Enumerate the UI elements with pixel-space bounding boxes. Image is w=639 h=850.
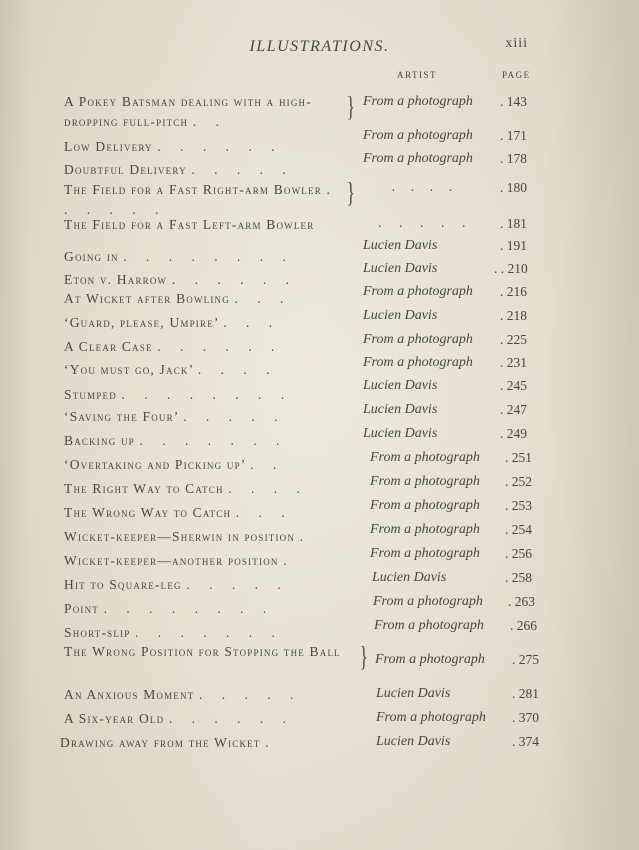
illustration-page: . 263	[508, 594, 535, 609]
illustration-title: A Clear Case . . . . . .	[64, 339, 283, 354]
illustration-artist: From a photograph	[370, 522, 480, 537]
illustration-artist: . . . . .	[378, 216, 473, 231]
illustration-page: . 181	[500, 216, 527, 231]
illustration-title: ‘Saving the Four’ . . . . .	[64, 409, 286, 424]
illustration-page: . 254	[505, 522, 532, 537]
illustration-page: . 143	[500, 94, 527, 109]
illustration-artist: From a photograph	[370, 498, 480, 513]
illustration-title: Wicket-keeper—another position .	[64, 553, 295, 568]
illustration-page: . 218	[500, 308, 527, 323]
illustration-artist: Lucien Davis	[363, 378, 438, 393]
illustration-artist: Lucien Davis	[363, 261, 438, 276]
illustration-page: . 171	[500, 128, 527, 143]
illustration-page: . 251	[505, 450, 532, 465]
illustration-page: . 225	[500, 332, 527, 347]
illustration-title: Low Delivery . . . . . .	[64, 139, 283, 154]
illustration-artist: Lucien Davis	[376, 686, 451, 701]
illustration-artist: From a photograph	[363, 128, 473, 143]
illustration-artist: From a photograph	[363, 151, 473, 166]
illustration-title: The Right Way to Catch . . . .	[64, 481, 308, 496]
illustration-title: A Six-year Old . . . . . .	[64, 711, 295, 726]
page-column-header: PAGE	[502, 70, 531, 80]
running-head: ILLUSTRATIONS.	[249, 38, 390, 55]
illustration-page: . 245	[500, 378, 527, 393]
illustration-title: An Anxious Moment . . . . .	[64, 687, 302, 702]
illustration-title: Going in . . . . . . . .	[64, 249, 294, 264]
illustration-artist: Lucien Davis	[363, 426, 438, 441]
illustration-page: . . 210	[494, 261, 528, 276]
illustration-page: . 256	[505, 546, 532, 561]
illustration-artist: From a photograph	[370, 450, 480, 465]
illustration-artist: Lucien Davis	[376, 734, 451, 749]
page-number: xiii	[505, 36, 528, 51]
illustration-page: . 281	[512, 686, 539, 701]
illustration-title: The Wrong Position for Stopping the Ball	[64, 644, 341, 659]
illustration-title: Eton v. Harrow . . . . . .	[64, 272, 297, 287]
illustration-title: Drawing away from the Wicket .	[60, 735, 277, 750]
brace-mark: }	[346, 178, 355, 209]
illustration-page: . 275	[512, 652, 539, 667]
illustration-title: Short-slip . . . . . . .	[64, 625, 283, 640]
brace-mark: }	[346, 92, 355, 123]
illustration-artist: From a photograph	[374, 618, 484, 633]
illustration-page: . 231	[500, 355, 527, 370]
illustration-artist: From a photograph	[375, 652, 485, 667]
illustration-page: . 180	[500, 180, 527, 195]
illustration-artist: From a photograph	[363, 94, 473, 109]
illustration-artist: From a photograph	[363, 355, 473, 370]
illustration-title: Wicket-keeper—Sherwin in position .	[64, 529, 312, 544]
illustration-artist: From a photograph	[376, 710, 486, 725]
illustration-page: . 216	[500, 284, 527, 299]
illustration-title: The Field for a Fast Left-arm Bowler	[64, 217, 315, 232]
illustration-title: Hit to Square-leg . . . . .	[64, 577, 289, 592]
illustration-title: The Wrong Way to Catch . . .	[64, 505, 293, 520]
illustration-page: . 370	[512, 710, 539, 725]
illustration-title: Point . . . . . . . .	[64, 601, 275, 616]
illustration-page: . 253	[505, 498, 532, 513]
illustration-title: ‘Overtaking and Picking up’ . .	[64, 457, 285, 472]
illustration-title: Doubtful Delivery . . . . .	[64, 162, 294, 177]
illustration-title: ‘You must go, Jack’ . . . .	[64, 362, 278, 377]
illustration-artist: From a photograph	[370, 546, 480, 561]
illustration-title: Backing up . . . . . . .	[64, 433, 288, 448]
illustration-artist: Lucien Davis	[363, 402, 438, 417]
illustration-title: ‘Guard, please, Umpire’ . . .	[64, 315, 281, 330]
illustration-page: . 247	[500, 402, 527, 417]
illustration-title: The Field for a Fast Right-arm Bowler . . . . . .	[64, 182, 338, 217]
illustration-artist: Lucien Davis	[363, 238, 438, 253]
artist-column-header: ARTIST	[397, 70, 437, 80]
illustration-page: . 249	[500, 426, 527, 441]
illustration-page: . 191	[500, 238, 527, 253]
illustration-artist: . . . .	[392, 180, 459, 195]
illustration-page: . 252	[505, 474, 532, 489]
illustration-page: . 266	[510, 618, 537, 633]
illustration-page: . 178	[500, 151, 527, 166]
illustration-artist: From a photograph	[363, 284, 473, 299]
illustration-title: A Pokey Batsman dealing with a high-dropping full-pitch . .	[64, 94, 312, 129]
brace-mark: }	[359, 642, 368, 673]
illustration-artist: From a photograph	[373, 594, 483, 609]
illustration-title: At Wicket after Bowling . . .	[64, 291, 292, 306]
illustration-page: . 374	[512, 734, 539, 749]
illustration-title: Stumped . . . . . . . .	[64, 387, 293, 402]
illustration-artist: From a photograph	[370, 474, 480, 489]
illustration-artist: From a photograph	[363, 332, 473, 347]
illustration-page: . 258	[505, 570, 532, 585]
illustration-artist: Lucien Davis	[372, 570, 447, 585]
illustration-artist: Lucien Davis	[363, 308, 438, 323]
